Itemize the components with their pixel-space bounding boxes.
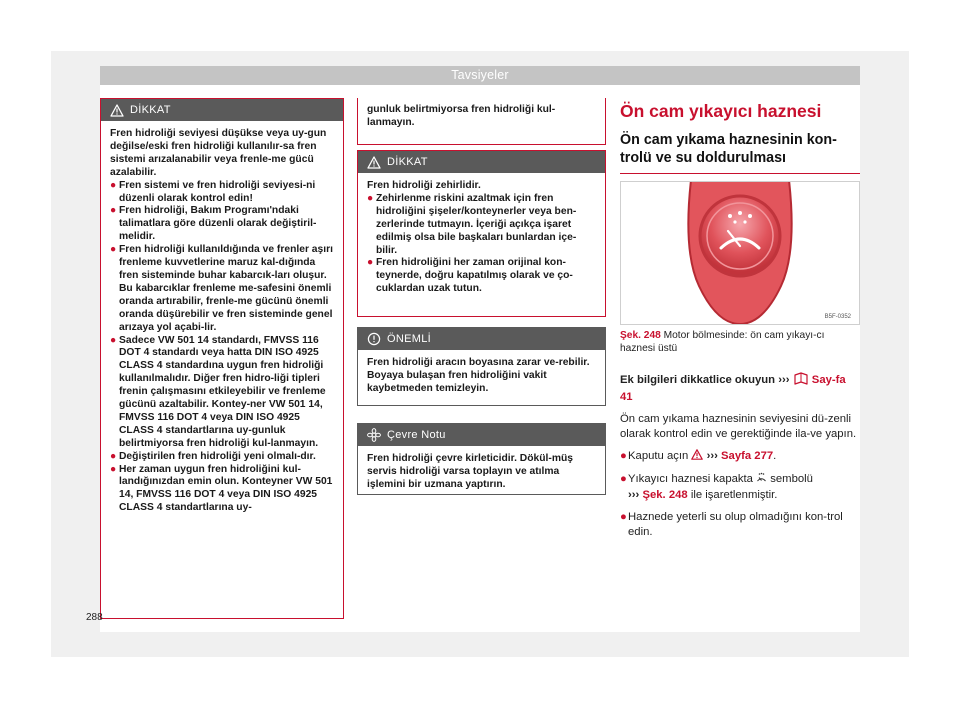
read-first-line: Ek bilgileri dikkatlice okuyun ››› Say-fa 41 (620, 374, 846, 403)
warning-box-header (358, 151, 605, 173)
warning-box-2 (357, 150, 606, 317)
environment-note-header (358, 424, 605, 446)
warning-bullet: ● Fren hidroliği kullanıldığında ve frenler aşırı frenleme kuvvetlerine maruz kal-dığında fren sisteminde buhar kabarcık-ları oluşur. Bu kabarcıklar frenleme me-safesini önemli oranda artırabilir, frenle-me gücünü önemli oranda düşürebilir ve fren sisteminde genel arızaya yol açabi-lir. (110, 244, 333, 333)
washer-cap-illustration (621, 182, 859, 324)
warning-triangle-icon (367, 155, 381, 177)
figure-caption-text: Motor bölmesinde: ön cam yıkayı-cı haznesi üstü (620, 330, 825, 354)
washer-symbol-icon (756, 472, 767, 488)
instructions (620, 372, 860, 540)
warning-bullet: ● Fren hidroliği, Bakım Programı'ndaki talimatlara göre düzenli olarak değiştiril-melidir. (110, 205, 317, 243)
info-circle-icon (367, 332, 381, 354)
warning-intro: Fren hidroliği zehirlidir. (367, 180, 481, 191)
warning-box-continued (357, 98, 606, 145)
section-title: Ön cam yıkayıcı haznesi (620, 101, 822, 121)
environment-note-box (357, 423, 606, 495)
warning-triangle-icon (110, 103, 124, 125)
warning-title: DİKKAT (130, 104, 171, 116)
washer-reservoir-figure (620, 181, 860, 325)
intro-text: Ön cam yıkama haznesinin seviyesini dü-zenli olarak kontrol edin ve gerektiğinde ila-ve yapın. (620, 413, 857, 440)
figure-ref: Şek. 248 (620, 330, 661, 341)
environment-note-text: Fren hidroliği çevre kirleticidir. Dökül-müş servis hidroliği varsa toplayın ve atılma işlemini bir uzmana yaptırın. (367, 453, 573, 490)
warning-bullet: ● Değiştirilen fren hidroliği yeni olmalı-dır. (110, 450, 316, 462)
important-box-header (358, 328, 605, 350)
section-subtitle: Ön cam yıkama haznesinin kon-trolü ve su doldurulması (620, 132, 837, 166)
list-item: ● Haznede yeterli su olup olmadığını kon-trol edin. (620, 511, 843, 538)
title-divider (620, 173, 860, 174)
warning-box-header (101, 99, 343, 121)
page-number: 288 (86, 612, 103, 623)
warning-title: DİKKAT (387, 156, 428, 168)
book-icon (793, 372, 809, 390)
page-link[interactable]: Sayfa 277 (721, 450, 774, 462)
figure-code: B5F-0352 (824, 314, 851, 320)
warning-bullet: ● Sadece VW 501 14 standardı, FMVSS 116 DOT 4 standardı veya hatta DIN ISO 4925 CLASS 4 standardına uygun fren hidroliği kullanılmalıdır. Diğer fren hidro-liği tipleri frenin çalışmasını etkileyebilir ve frenleme gücünü azaltabilir. Kontey-ner VW 501 14, FMVSS 116 DOT 4 veya DIN ISO 4925 CLASS 4 standartlarına uy-gunluk belirtmiyorsa fren hidroliği kul-lanmayın. (110, 334, 326, 449)
important-box (357, 327, 606, 406)
figure-link[interactable]: Şek. 248 (642, 489, 688, 501)
leaf-icon (367, 428, 381, 450)
figure-caption (620, 329, 860, 355)
warning-intro: Fren hidroliği seviyesi düşükse veya uy-gun değilse/eski fren hidroliği kullanılır-sa fren sistemi arızalanabilir veya frenle-me gücü azalabilir. (110, 128, 327, 178)
important-text: Fren hidroliği aracın boyasına zarar ve-rebilir. Boyaya bulaşan fren hidroliğini vakit kaybetmeden temizleyin. (367, 357, 590, 394)
environment-note-title: Çevre Notu (387, 429, 446, 441)
section-header: Tavsiyeler (100, 66, 860, 85)
page-link[interactable]: Say-fa 41 (620, 374, 846, 403)
important-title: ÖNEMLİ (387, 333, 431, 345)
warning-triangle-icon (691, 449, 703, 465)
warning-box-1 (100, 98, 344, 619)
continued-text: gunluk belirtmiyorsa fren hidroliği kul-lanmayın. (367, 104, 556, 128)
list-item: ● Kaputu açın ››› Sayfa 277. (620, 449, 860, 465)
warning-bullet: ● Zehirlenme riskini azaltmak için fren hidroliğini şişeler/konteynerler veya ben-zerlerinde tutmayın. İçeriği açıkça işaret edilmiş olsa bile başkaları bunlardan içe-bilir. (367, 192, 577, 256)
warning-bullet: ● Fren sistemi ve fren hidroliği seviyesi-ni düzenli olarak kontrol edin! (110, 179, 316, 204)
washer-section (620, 100, 860, 540)
list-item: ● Yıkayıcı haznesi kapakta sembolü ››› Şek. 248 ile işaretlenmiştir. (620, 473, 813, 501)
warning-bullet: ● Her zaman uygun fren hidroliğini kul-landığınızdan emin olun. Konteyner VW 501 14, FMVSS 116 DOT 4 veya DIN ISO 4925 CLASS 4 standartlarına uy- (110, 463, 333, 514)
warning-bullet: ● Fren hidroliğini her zaman orijinal kon-teynerde, doğru kapatılmış olarak ve ço-cuklardan uzak tutun. (367, 257, 573, 295)
